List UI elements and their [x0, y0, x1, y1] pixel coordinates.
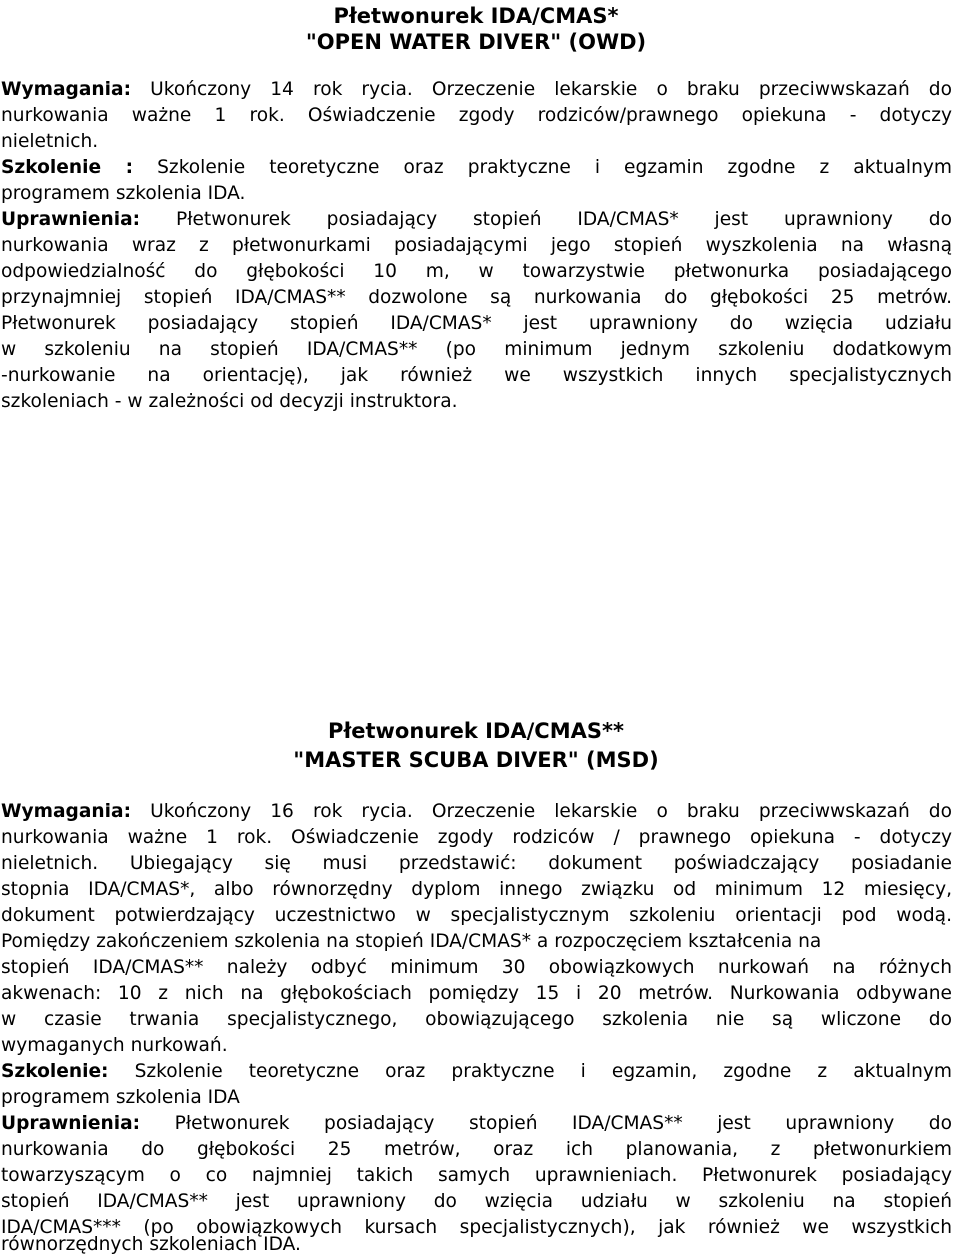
permissions-text: Płetwonurek posiadający stopień IDA/CMAS* jest uprawniony do	[176, 209, 952, 230]
requirements-text: Ukończony 14 rok rycia. Orzeczenie lekarskie o braku przeciwwskazań do	[150, 79, 952, 100]
requirements-label: Wymagania:	[1, 79, 132, 100]
training-text: Szkolenie teoretyczne oraz praktyczne i egzamin, zgodne z aktualnym	[134, 1061, 952, 1082]
section1-training-line: programem szkolenia IDA.	[1, 183, 246, 204]
section1-permissions-line: -nurkowanie na orientację), jak również we wszystkich innych specjalistycznych	[1, 365, 952, 386]
section2-permissions-line	[1, 1111, 952, 1137]
permissions-label: Uprawnienia:	[1, 1113, 141, 1134]
training-text: Szkolenie teoretyczne oraz praktyczne i egzamin zgodne z aktualnym	[157, 157, 952, 178]
section1-requirements-line: nurkowania ważne 1 rok. Oświadczenie zgody rodziców/prawnego opiekuna - dotyczy	[1, 105, 952, 126]
section2-permissions-line: towarzyszącym o co najmniej takich samych uprawnieniach. Płetwonurek posiadający	[1, 1165, 952, 1186]
permissions-text: Płetwonurek posiadający stopień IDA/CMAS** jest uprawniony do	[174, 1113, 952, 1134]
section2-requirements-line	[1, 799, 952, 825]
section1-permissions-line: w szkoleniu na stopień IDA/CMAS** (po minimum jednym szkoleniu dodatkowym	[1, 339, 952, 360]
section1-permissions-line: Płetwonurek posiadający stopień IDA/CMAS* jest uprawniony do wzięcia udziału	[1, 313, 952, 334]
section2-title: Płetwonurek IDA/CMAS**	[328, 719, 624, 743]
section2-training-line: programem szkolenia IDA	[1, 1087, 240, 1108]
section2-subtitle: "MASTER SCUBA DIVER" (MSD)	[293, 748, 659, 772]
section1-requirements-line: nieletnich.	[1, 131, 99, 152]
section1-permissions-line: odpowiedzialność do głębokości 10 m, w towarzystwie płetwonurka posiadającego	[1, 261, 952, 282]
section2-permissions-line: równorzędnych szkoleniach IDA.	[1, 1234, 301, 1255]
section1-title: Płetwonurek IDA/CMAS*	[333, 4, 619, 28]
section2-requirements-line: stopień IDA/CMAS** należy odbyć minimum 30 obowiązkowych nurkowań na różnych	[1, 957, 952, 978]
requirements-label: Wymagania:	[1, 801, 132, 822]
section2-requirements-line: wymaganych nurkowań.	[1, 1035, 228, 1056]
section1-subtitle: "OPEN WATER DIVER" (OWD)	[305, 30, 647, 54]
section2-requirements-line: dokument potwierdzający uczestnictwo w specjalistycznym szkoleniu orientacji pod wodą.	[1, 905, 952, 926]
section2-requirements-line: nurkowania ważne 1 rok. Oświadczenie zgody rodziców / prawnego opiekuna - dotyczy	[1, 827, 952, 848]
section2-training-line	[1, 1059, 952, 1085]
permissions-label: Uprawnienia:	[1, 209, 141, 230]
training-label: Szkolenie :	[1, 157, 134, 178]
section2-requirements-line: stopnia IDA/CMAS*, albo równorzędny dyplom innego związku od minimum 12 miesięcy,	[1, 879, 952, 900]
section2-permissions-line: nurkowania do głębokości 25 metrów, oraz ich planowania, z płetwonurkiem	[1, 1139, 952, 1160]
section1-permissions-line: przynajmniej stopień IDA/CMAS** dozwolone są nurkowania do głębokości 25 metrów.	[1, 287, 952, 308]
requirements-text: Ukończony 16 rok rycia. Orzeczenie lekarskie o braku przeciwwskazań do	[150, 801, 952, 822]
section1-permissions-line: szkoleniach - w zależności od decyzji instruktora.	[1, 391, 458, 412]
section2-requirements-line: nieletnich. Ubiegający się musi przedstawić: dokument poświadczający posiadanie	[1, 853, 952, 874]
section1-permissions-line	[1, 207, 952, 233]
section1-training-line	[1, 155, 952, 181]
section1-permissions-line: nurkowania wraz z płetwonurkami posiadającymi jego stopień wyszkolenia na własną	[1, 235, 952, 256]
section2-requirements-line: Pomiędzy zakończeniem szkolenia na stopień IDA/CMAS* a rozpoczęciem kształcenia na	[1, 931, 822, 952]
section1-requirements-line	[1, 77, 952, 103]
section2-requirements-line: akwenach: 10 z nich na głębokościach pomiędzy 15 i 20 metrów. Nurkowania odbywane	[1, 983, 952, 1004]
section2-permissions-line: IDA/CMAS*** (po obowiązkowych kursach specjalistycznych), jak również we wszystkich	[1, 1217, 952, 1238]
training-label: Szkolenie:	[1, 1061, 109, 1082]
section2-permissions-line: stopień IDA/CMAS** jest uprawniony do wzięcia udziału w szkoleniu na stopień	[1, 1191, 952, 1212]
section2-requirements-line: w czasie trwania specjalistycznego, obowiązującego szkolenia nie są wliczone do	[1, 1009, 952, 1030]
